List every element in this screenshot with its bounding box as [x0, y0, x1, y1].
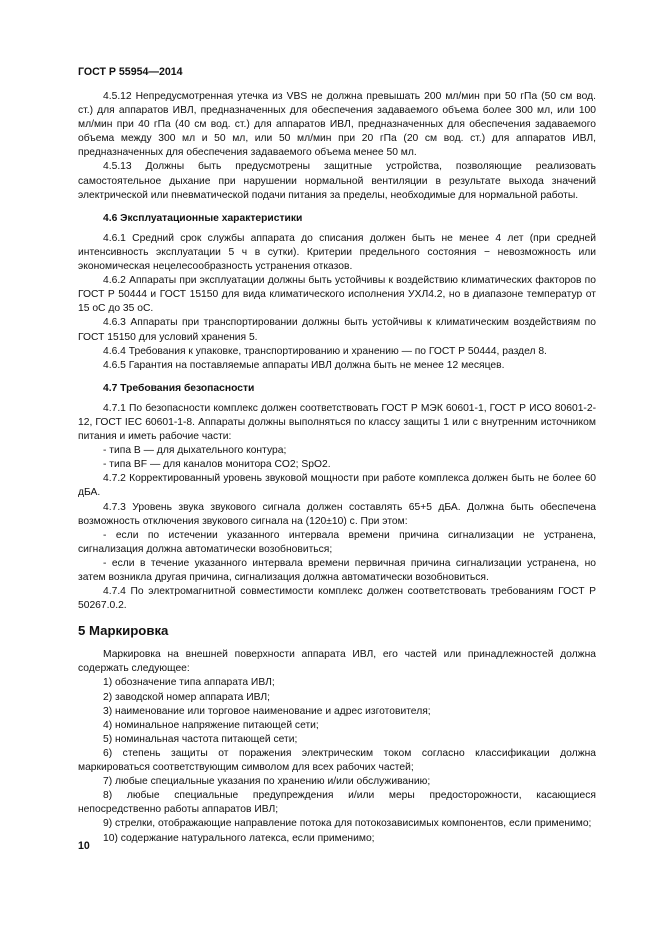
marking-item: 3) наименование или торговое наименование и адрес изготовителя;	[103, 705, 431, 717]
clause-4-7-2: 4.7.2 Корректированный уровень звуковой мощности при работе комплекса должен быть не более 60 дБА.	[78, 473, 596, 499]
alarm-condition-1: - если по истечении указанного интервала времени причина сигнализации не устранена, сигнализация должна автоматически возобновиться;	[78, 529, 596, 555]
subsection-heading-4-6: 4.6 Эксплуатационные характеристики	[103, 212, 303, 224]
clause-4-6-3: 4.6.3 Аппараты при транспортировании должны быть устойчивы к климатическим воздействиям по ГОСТ 15150 для условий хранения 5.	[78, 317, 596, 343]
marking-intro: Маркировка на внешней поверхности аппарата ИВЛ, его частей или принадлежностей должна содержать следующее:	[78, 649, 596, 675]
marking-item: 7) любые специальные указания по хранению и/или обслуживанию;	[103, 776, 431, 788]
clause-4-5-13: 4.5.13 Должны быть предусмотрены защитные устройства, позволяющие реализовать самостоятельное дыхание при нарушении нормальной вентиляции в результате выхода значений электрической или пневматической подачи питания за пределы, необходимые для нормальной работы.	[78, 161, 596, 201]
marking-item: 4) номинальное напряжение питающей сети;	[103, 719, 319, 731]
marking-item: 1) обозначение типа аппарата ИВЛ;	[103, 677, 275, 689]
clause-4-6-1: 4.6.1 Средний срок службы аппарата до списания должен быть не менее 4 лет (при средней интенсивность эксплуатации 5 ч в сутки). Критерии предельного состояния − невозможность или экономическая нецелесообразность устранения отказов.	[78, 232, 596, 273]
section-heading-5: 5 Маркировка	[78, 623, 169, 639]
applied-part-type-b: - типа В — для дыхательного контура;	[103, 445, 287, 457]
applied-part-type-bf: - типа BF — для каналов монитора CO2; SpO2.	[103, 459, 331, 471]
clause-4-5-12: 4.5.12 Непредусмотренная утечка из VBS не должна превышать 200 мл/мин при 50 гПа (50 см вод. ст.) для аппаратов ИВЛ, предназначенных для обеспечения задаваемого объема более 300 мл, или 100 мл/мин при 40 гПа (40 см вод. ст.) для аппаратов ИВЛ, предназначенных для обеспечения задаваемого объема между 300 мл и 50 мл, или 50 мл/мин при 20 гПа (20 см вод. ст.) для аппаратов ИВЛ, предназначенных для обеспечения задаваемого объема менее 50 мл.	[78, 91, 596, 159]
clause-4-6-4: 4.6.4 Требования к упаковке, транспортированию и хранению — по ГОСТ Р 50444, раздел 8.	[103, 345, 547, 357]
marking-item: 6) степень защиты от поражения электрическим током согласно классификации должна маркироваться соответствующим символом для всех рабочих частей;	[78, 747, 596, 774]
standard-code-header: ГОСТ Р 55954—2014	[78, 66, 183, 78]
page-number: 10	[78, 840, 90, 852]
clause-4-6-2: 4.6.2 Аппараты при эксплуатации должны быть устойчивы к воздействию климатических факторов по ГОСТ Р 50444 и ГОСТ 15150 для вида климатического исполнения УХЛ4.2, но в диапазоне температур от 15 оС до 35 оС.	[78, 275, 596, 315]
subsection-heading-4-7: 4.7 Требования безопасности	[103, 382, 255, 394]
marking-item: 2) заводской номер аппарата ИВЛ;	[103, 691, 271, 703]
clause-4-7-1: 4.7.1 По безопасности комплекс должен соответствовать ГОСТ Р МЭК 60601-1, ГОСТ Р ИСО 80601-2-12, ГОСТ IEC 60601-1-8. Аппараты должны выполняться по классу защиты 1 или с внутренним источником питания и иметь рабочие части:	[78, 402, 596, 443]
marking-item: 10) содержание натурального латекса, если применимо;	[103, 832, 375, 844]
clause-4-6-5: 4.6.5 Гарантия на поставляемые аппараты ИВЛ должна быть не менее 12 месяцев.	[103, 359, 505, 371]
clause-4-7-3: 4.7.3 Уровень звука звукового сигнала должен составлять 65+5 дБА. Должна быть обеспечена возможность отключения звукового сигнала на (120±10) с. При этом:	[78, 501, 596, 527]
marking-item: 8) любые специальные предупреждения и/или меры предосторожности, касающиеся непосредственно работы аппаратов ИВЛ;	[78, 790, 596, 816]
page-content	[78, 90, 596, 846]
clause-4-7-4: 4.7.4 По электромагнитной совместимости комплекс должен соответствовать требованиям ГОСТ Р 50267.0.2.	[78, 586, 596, 612]
marking-item: 5) номинальная частота питающей сети;	[103, 733, 298, 745]
marking-item: 9) стрелки, отображающие направление потока для потокозависимых компонентов, если применимо;	[103, 818, 592, 830]
alarm-condition-2: - если в течение указанного интервала времени первичная причина сигнализации устранена, но затем возникла другая причина, сигнализация должна автоматически возобновиться.	[78, 557, 596, 583]
